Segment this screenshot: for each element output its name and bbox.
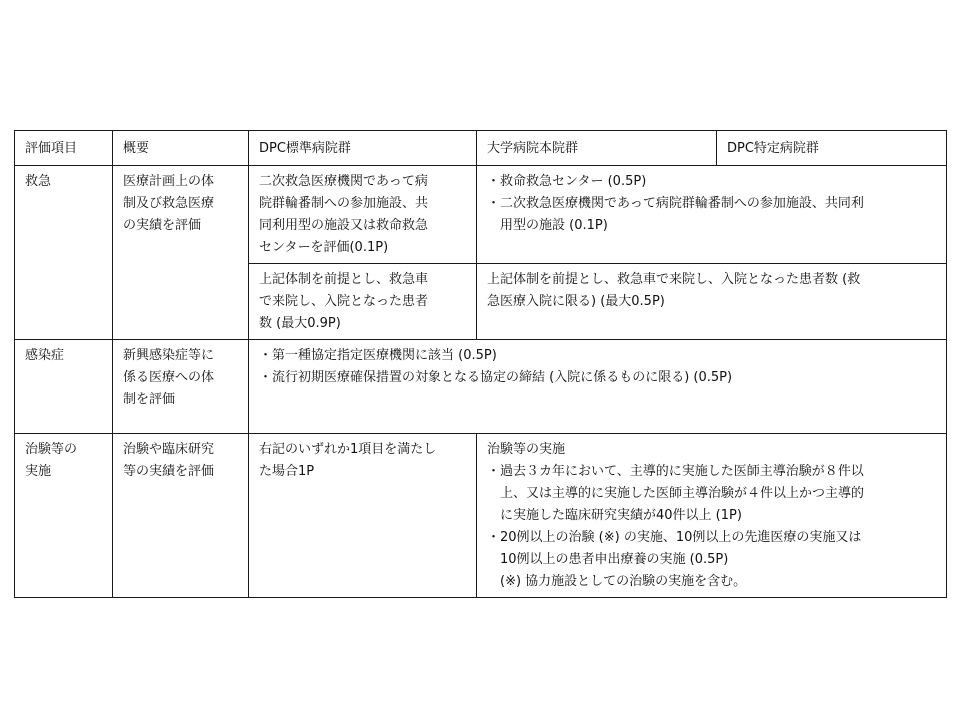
- emergency-other-line: 上記体制を前提とし、救急車で来院し、入院となった患者数 (救: [487, 272, 861, 287]
- clinical-trial-standard: [249, 434, 477, 598]
- emergency-standard-line: 院群輪番制への参加施設、共: [259, 196, 429, 211]
- clinical-trial-other-line: ・20例以上の治験 (※) の実施、10例以上の先進医療の実施又は: [487, 530, 862, 545]
- header-item: 評価項目: [15, 131, 113, 166]
- evaluation-table: [14, 130, 947, 598]
- infection-summary-line: 新興感染症等に: [123, 348, 215, 363]
- emergency-summary-line: 制及び救急医療: [123, 196, 215, 211]
- infection-row: [15, 340, 947, 434]
- emergency-other-line: ・救命救急センター (0.5P): [487, 174, 647, 189]
- clinical-trial-standard-line: た場合1P: [259, 464, 315, 479]
- emergency-other-line: ・二次救急医療機関であって病院群輪番制への参加施設、共同利: [487, 196, 864, 211]
- emergency-other-line: 用型の施設 (0.1P): [487, 218, 608, 233]
- header-university: 大学病院本院群: [477, 131, 717, 166]
- clinical-trial-other-line: 10例以上の患者申出療養の実施 (0.5P): [487, 552, 729, 567]
- emergency-standard-line: 上記体制を前提とし、救急車: [259, 272, 429, 287]
- clinical-trial-row: [15, 434, 947, 598]
- clinical-trial-other-line: 治験等の実施: [487, 442, 566, 457]
- clinical-trial-other-line: (※) 協力施設としての治験の実施を含む。: [487, 574, 747, 589]
- infection-summary-line: 係る医療への体: [123, 370, 215, 385]
- clinical-trial-other: [477, 434, 947, 598]
- infection-content-line: ・第一種協定指定医療機関に該当 (0.5P): [259, 348, 497, 363]
- clinical-trial-item: [15, 434, 113, 598]
- emergency-standard-line: 同利用型の施設又は救命救急: [259, 218, 429, 233]
- clinical-trial-other-line: に実施した臨床研究実績が40件以上 (1P): [487, 508, 742, 523]
- emergency-standard-line: 数 (最大0.9P): [259, 316, 341, 331]
- emergency-standard-cell-2: [249, 264, 477, 340]
- clinical-trial-other-line: ・過去３カ年において、主導的に実施した医師主導治験が８件以: [487, 464, 864, 479]
- emergency-other-line: 急医療入院に限る) (最大0.5P): [487, 294, 665, 309]
- emergency-standard-line: で来院し、入院となった患者: [259, 294, 429, 309]
- infection-item-label: 感染症: [25, 348, 65, 363]
- emergency-standard-line: センターを評価(0.1P): [259, 240, 389, 255]
- emergency-item: [15, 166, 113, 340]
- clinical-trial-standard-line: 右記のいずれか1項目を満たし: [259, 442, 437, 457]
- header-row: [15, 131, 947, 166]
- infection-content-line: ・流行初期医療確保措置の対象となる協定の締結 (入院に係るものに限る) (0.5P): [259, 370, 733, 385]
- clinical-trial-summary: [113, 434, 249, 598]
- clinical-trial-item-line: 治験等の: [25, 442, 78, 457]
- header-dpc-special: DPC特定病院群: [717, 131, 947, 166]
- emergency-other-cell-1: [477, 166, 947, 264]
- infection-content: [249, 340, 947, 434]
- emergency-row-1: [15, 166, 947, 264]
- emergency-standard-line: 二次救急医療機関であって病: [259, 174, 428, 189]
- infection-summary-line: 制を評価: [123, 392, 176, 407]
- header-summary: 概要: [113, 131, 249, 166]
- clinical-trial-summary-line: 治験や臨床研究: [123, 442, 215, 457]
- clinical-trial-summary-line: 等の実績を評価: [123, 464, 215, 479]
- emergency-summary-line: 医療計画上の体: [123, 174, 215, 189]
- emergency-summary: [113, 166, 249, 340]
- emergency-summary-line: の実績を評価: [123, 218, 202, 233]
- infection-summary: [113, 340, 249, 434]
- header-dpc-standard: DPC標準病院群: [249, 131, 477, 166]
- emergency-standard-cell-1: [249, 166, 477, 264]
- emergency-other-cell-2: [477, 264, 947, 340]
- emergency-item-label: 救急: [25, 174, 52, 189]
- clinical-trial-item-line: 実施: [25, 464, 52, 479]
- clinical-trial-other-line: 上、又は主導的に実施した医師主導治験が４件以上かつ主導的: [487, 486, 865, 501]
- infection-item: [15, 340, 113, 434]
